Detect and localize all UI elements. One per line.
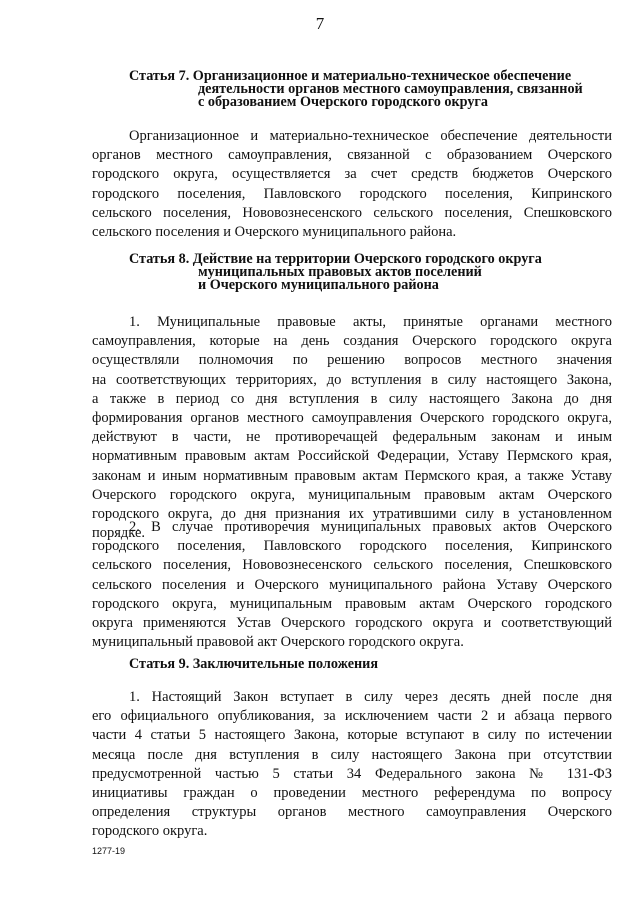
- text-line: городского поселения, Павловского городского поселения, Кипринского: [92, 185, 612, 202]
- article-8-heading: [129, 253, 542, 292]
- text-line: на соответствующих территориях, до вступления в силу настоящего Закона,: [92, 371, 612, 388]
- text-line: самоуправления, которые на день создания Очерского городского округа: [92, 333, 612, 350]
- text-line: а также в период со дня вступления в силу настоящего Закона до дня: [92, 390, 612, 407]
- text-line: законам и иным нормативным правовым актам Пермского края, а также Уставу: [92, 467, 612, 484]
- article-9-heading: [129, 658, 378, 671]
- article-7-paragraph: [92, 127, 612, 242]
- text-line: инициативы граждан о проведении местного референдума по вопросу: [92, 785, 612, 802]
- page-number: 7: [315, 14, 325, 33]
- text-line: сельского поселения, Нововознесенского сельского поселения, Спешковского: [92, 204, 612, 221]
- text-line: порядке.: [92, 525, 146, 542]
- text-line: его официального опубликования, за исключением части 2 и абзаца первого: [92, 708, 612, 725]
- article-9-part-1: [92, 688, 612, 842]
- heading-line: муниципальных правовых актов поселений: [198, 264, 482, 280]
- text-line: нормативным правовым актам Российской Федерации, Уставу Пермского края,: [92, 448, 612, 465]
- article-8-part-1: [92, 313, 612, 543]
- document-code: 1277-19: [92, 846, 126, 856]
- text-line: муниципальный правовой акт Очерского городского округа.: [92, 634, 464, 651]
- text-line: городского округа.: [92, 823, 208, 840]
- heading-line: деятельности органов местного самоуправления, связанной: [198, 81, 583, 97]
- text-line: действуют в части, не противоречащей федеральным законам и иным: [92, 429, 612, 446]
- text-line: городского округа, до дня признания их утратившими силу в установленном: [92, 506, 612, 523]
- text-line: формирования органов местного самоуправления Очерского городского округа,: [92, 410, 612, 427]
- text-line: Очерского городского округа, муниципальным правовым актам Очерского: [92, 486, 612, 503]
- text-line: городского поселения, Павловского городского поселения, Кипринского: [92, 538, 612, 555]
- article-8-part-2: [92, 518, 612, 652]
- text-line: предусмотренной частью 5 статьи 34 Федерального закона № 131-ФЗ: [92, 765, 612, 782]
- text-line: сельского поселения, Нововознесенского сельского поселения, Спешковского: [92, 557, 612, 574]
- text-line: определения структуры органов местного самоуправления Очерского: [92, 804, 612, 821]
- heading-line: Статья 8. Действие на территории Очерского городского округа: [129, 251, 542, 267]
- heading-line: Статья 7. Организационное и материально-техническое обеспечение: [129, 68, 572, 84]
- text-line: городского округа, муниципальным правовым актам Очерского городского: [92, 595, 612, 612]
- text-line: месяца после дня вступления в силу настоящего Закона при отсутствии: [92, 746, 612, 763]
- heading-line: с образованием Очерского городского округа: [198, 94, 488, 110]
- text-line: Организационное и материально-техническое обеспечение деятельности: [129, 128, 612, 144]
- text-line: части 4 статьи 5 настоящего Закона, которые вступают в силу по истечении: [92, 727, 612, 744]
- text-line: сельского поселения и Очерского муниципального района.: [92, 224, 457, 241]
- article-7-heading: [129, 70, 583, 109]
- text-line: сельского поселения и Очерского муниципального района Уставу Очерского: [92, 576, 612, 593]
- text-line: округа применяются Устав Очерского городского округа и соответствующий: [92, 615, 612, 632]
- heading-line: Статья 9. Заключительные положения: [129, 656, 379, 672]
- text-line: органов местного самоуправления, связанной с образованием Очерского: [92, 147, 612, 164]
- text-line: осуществляли полномочия по решению вопросов местного значения: [92, 352, 612, 369]
- text-line: 1. Муниципальные правовые акты, принятые органами местного: [129, 314, 612, 330]
- text-line: 1. Настоящий Закон вступает в силу через десять дней после дня: [129, 689, 612, 705]
- text-line: городского округа, осуществляется за счет средств бюджетов Очерского: [92, 166, 612, 183]
- text-line: 2. В случае противоречия муниципальных правовых актов Очерского: [129, 519, 612, 535]
- heading-line: и Очерского муниципального района: [198, 277, 439, 293]
